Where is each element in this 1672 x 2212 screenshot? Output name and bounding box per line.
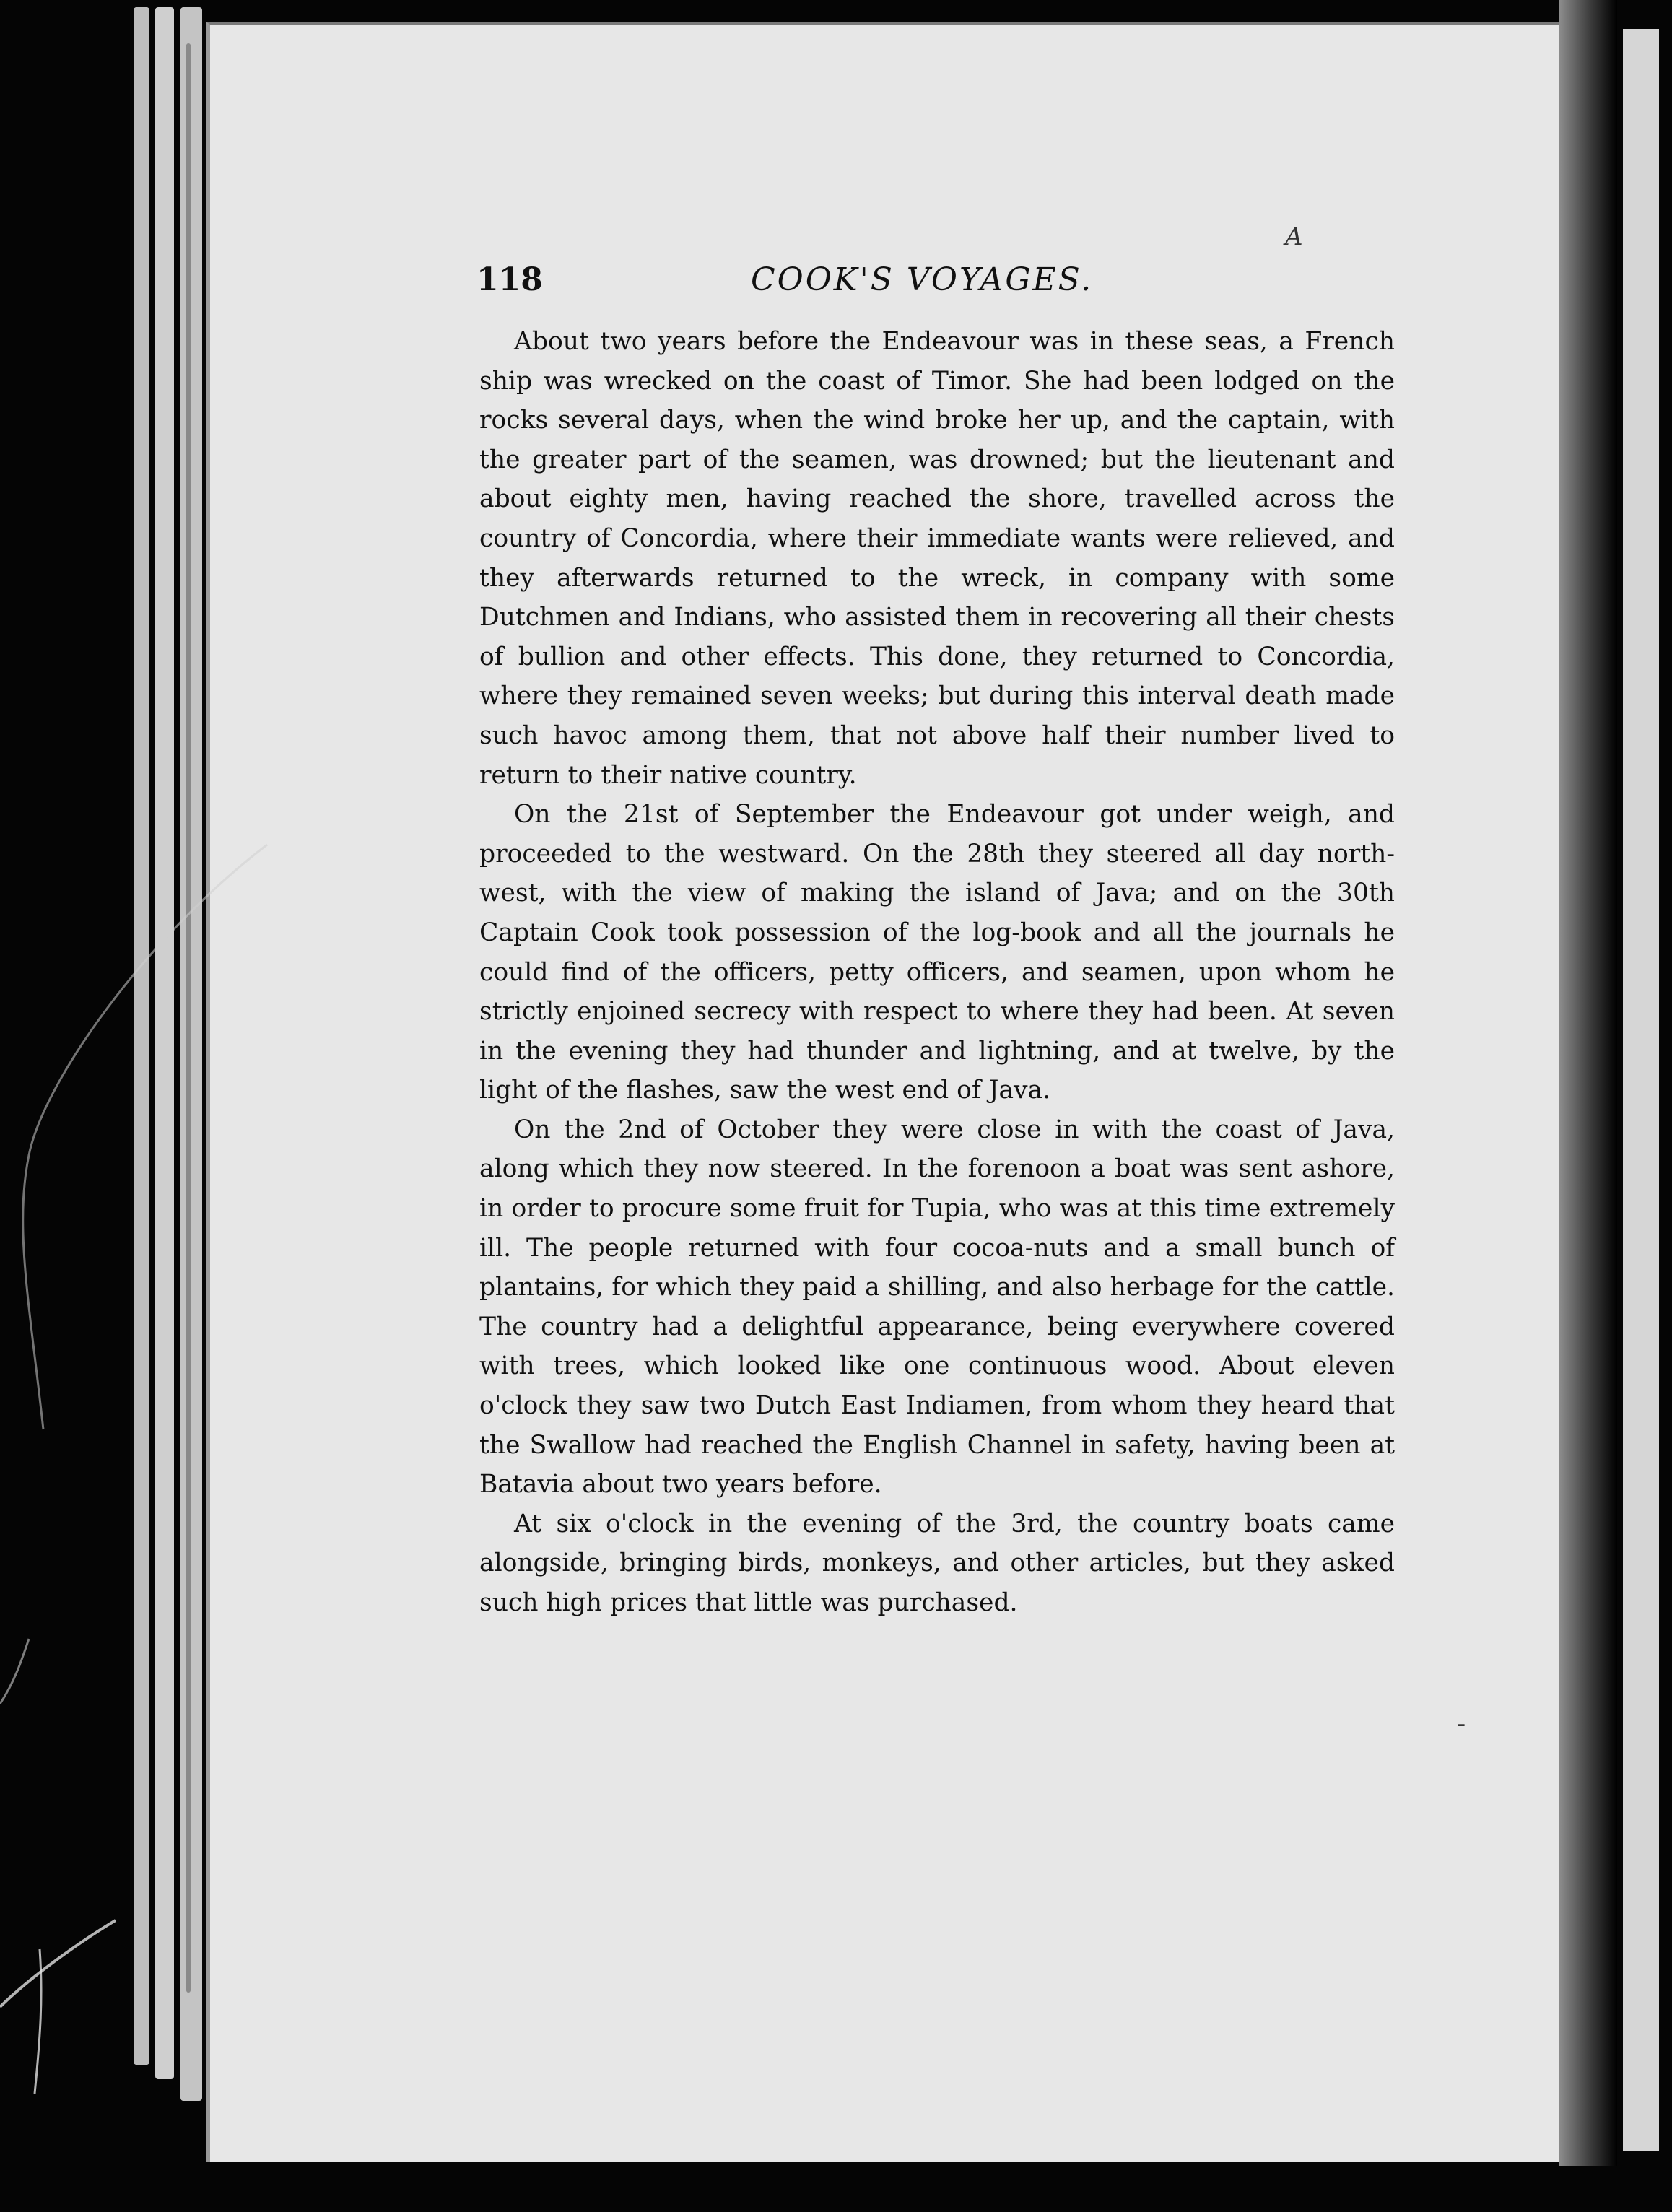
running-title: COOK'S VOYAGES.	[751, 261, 1094, 298]
paragraph-3: On the 2nd of October they were close in with the coast of Java, along which they now steered. In the forenoon a boat was sent ashore, in order to procure some fruit for Tupia, who was at this time extremely ill. The people returned with four cocoa-nuts and a small bunch of plantains, for which they paid a shilling, and also herbage for the cattle. The country had a delightful appearance, being everywhere covered with trees, which looked like one continuous wood. About eleven o'clock they saw two Dutch East Indiamen, from whom they heard that the Swallow had reached the English Channel in safety, having been at Batavia about two years before.	[479, 1115, 1395, 1499]
margin-annotation: A	[1285, 222, 1303, 251]
paragraph-2: On the 21st of September the Endeavour got under weigh, and proceeded to the westward. On the 28th they steered all day north-west, with the view of making the island of Java; and on the 30th Captain Cook took possession of the log-book and all the journals he could find of the officers, petty officers, and seamen, upon whom he strictly enjoined secrecy with respect to where they had been. At seven in the evening they had thunder and lightning, and at twelve, by the light of the flashes, saw the west end of Java.	[479, 800, 1395, 1105]
page-number: 118	[476, 261, 543, 298]
paragraph-4: At six o'clock in the evening of the 3rd, the country boats came alongside, bringing birds, monkeys, and other articles, but they asked such high prices that little was purchased.	[479, 1509, 1395, 1617]
paragraph-1: About two years before the Endeavour was in these seas, a French ship was wrecked on the coast of Timor. She had been lodged on the rocks several days, when the wind broke her up, and the captain, with the greater part of the seamen, was drowned; but the lieutenant and about eighty men, having reached the shore, travelled across the country of Concordia, where their immediate wants were relieved, and they afterwards returned to the wreck, in company with some Dutchmen and Indians, who assisted them in recovering all their chests of bullion and other effects. This done, they returned to Concordia, where they remained seven weeks; but during this interval death made such havoc among them, that not above half their number lived to return to their native country.	[479, 327, 1395, 790]
margin-dash-mark: -	[1457, 1710, 1466, 1738]
